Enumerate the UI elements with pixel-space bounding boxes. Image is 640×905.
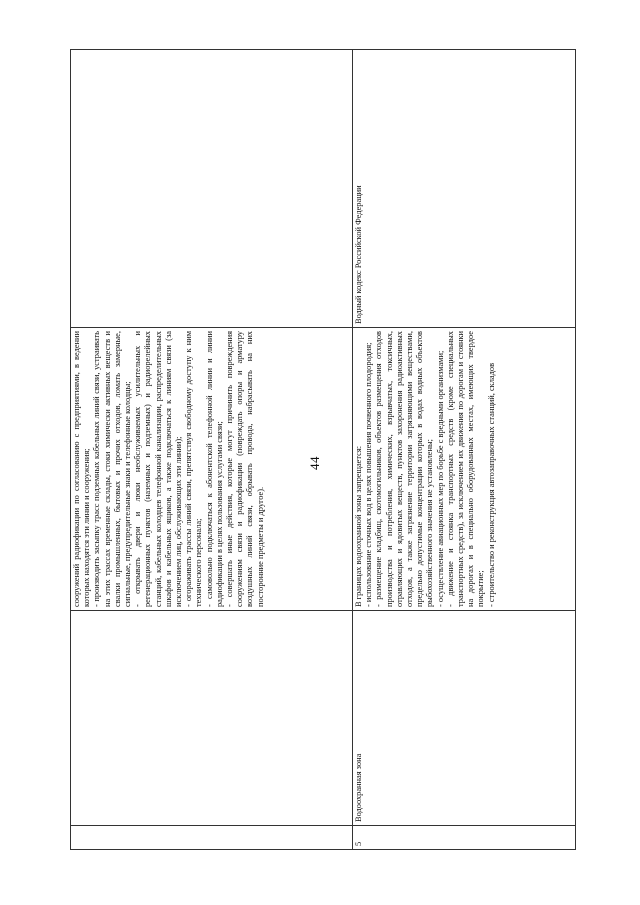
zone-name-cell xyxy=(71,611,353,826)
restriction-line: - самовольно подключаться к абонентской телефонной линии и линии радиофикации в целях пользования услугами связи; xyxy=(204,331,224,607)
restrictions-cell xyxy=(353,328,576,611)
restriction-line: сооружений радиофикации по согласованию с предприятиями, в ведении которых находятся эти линии и сооружения; xyxy=(72,331,92,607)
row-number-cell: 5 xyxy=(353,826,576,850)
legal-basis-cell: Водный кодекс Российской Федерации xyxy=(353,50,576,328)
restriction-line: - размещение кладбищ, скотомогильников, объектов размещения отходов производства и потребления, химических, взрывчатых, токсичных, отравляющих и ядовитых веществ, пунктов захоронения радиоактивных отходов, а также загрязнение территории загрязняющими веществами, предельно допустимые концентрации которых в водах водных объектов рыбохозяйственного значения не установлены; xyxy=(374,331,435,607)
restriction-line: - производить засыпку трасс подземных кабельных линий связи, устраивать на этих трассах временные склады, стоки химически активных веществ и свалки промышленных, бытовых и прочих отходов, ломать замерные, сигнальные, предупредительные знаки и телефонные колодцы; xyxy=(92,331,133,607)
restriction-line: - использование сточных вод в целях повышения почвенного плодородия; xyxy=(364,342,374,607)
legal-basis-cell xyxy=(71,50,353,328)
restriction-line: - движение и стоянка транспортных средств (кроме специальных транспортных средств), за исключением их движения по дорогам и стоянки на дорогах и в специально оборудованных местах, имеющих твердое покрытие; xyxy=(445,331,486,607)
restrictions-cell xyxy=(71,328,353,611)
row-number-cell xyxy=(71,826,353,850)
table-row xyxy=(353,50,576,850)
page-number: 44 xyxy=(307,456,322,470)
restriction-line: - строительство и реконструкция автозаправочных станций, складов xyxy=(486,362,496,607)
restriction-line: - осуществление авиационных мер по борьбе с вредными организмами; xyxy=(435,350,445,607)
rotated-table-wrapper xyxy=(70,50,575,850)
table-row xyxy=(71,50,353,850)
zone-name-cell: Водоохранная зона xyxy=(353,611,576,826)
restriction-line: - открывать двери и люки необслуживаемых усилительных и регенерационных пунктов (наземных и подземных) и радиорелейных станций, кабельных колодцев телефонной канализации, распределительных шкафов и кабельных ящиков, а также подключаться к линиям связи (за исключением лиц, обслуживающих эти линии); xyxy=(133,331,184,607)
restriction-line: - совершать иные действия, которые могут причинить повреждения сооружениям связи и радиофикации (повреждать опоры и арматуру воздушных линий связи, обрывать провода, набрасывать на них посторонние предметы и другое). xyxy=(225,331,265,607)
restriction-line: - огораживать трассы линий связи, препятствуя свободному доступу к ним технического персонала; xyxy=(184,331,204,607)
restrictions-table xyxy=(70,49,576,850)
restriction-line: В границах водоохранной зоны запрещается: xyxy=(354,445,363,607)
